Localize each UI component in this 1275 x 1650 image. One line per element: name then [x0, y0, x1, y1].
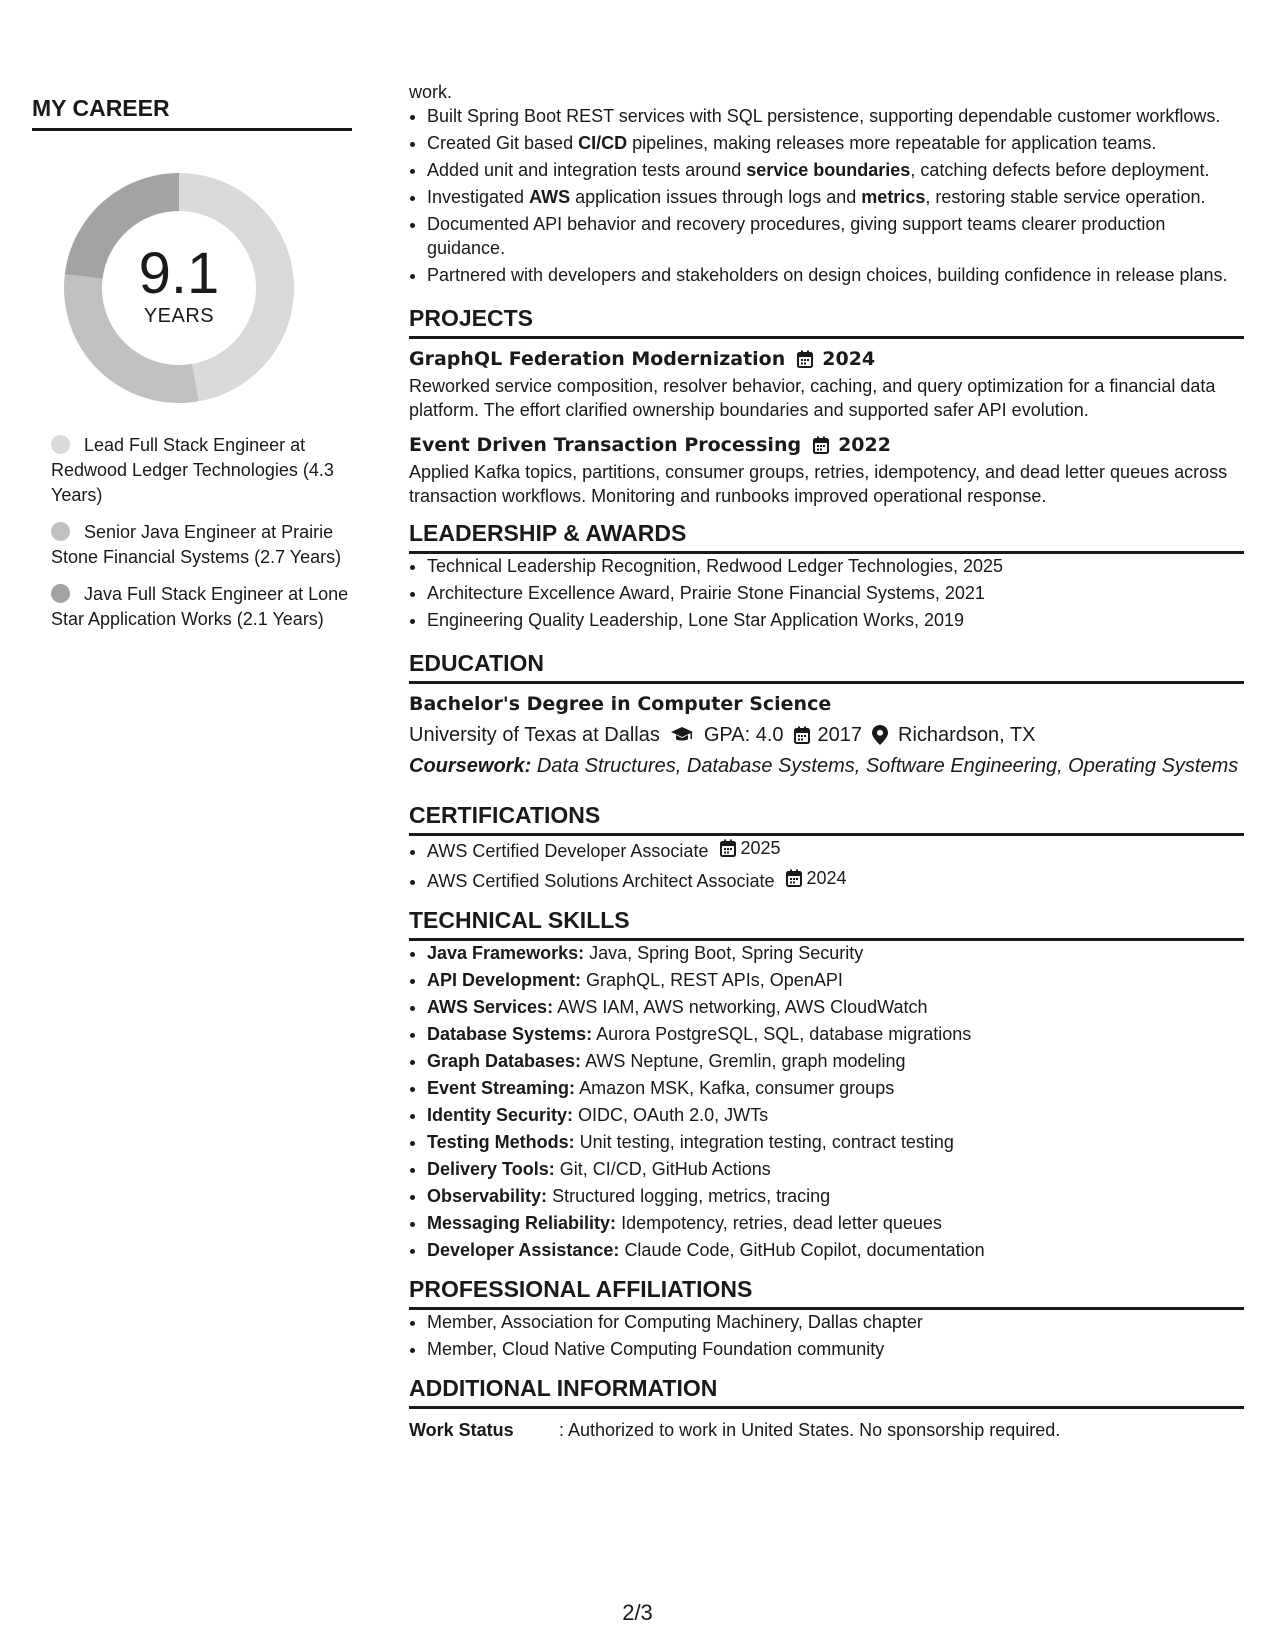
calendar-icon — [786, 869, 802, 887]
skills-title: TECHNICAL SKILLS — [409, 907, 1244, 941]
experience-bullet — [427, 212, 1244, 260]
certification-year-group — [786, 866, 846, 890]
education-location: Richardson, TX — [898, 724, 1036, 746]
skill-values: GraphQL, REST APIs, OpenAPI — [586, 970, 843, 990]
certification-item — [427, 866, 1244, 893]
skill-item — [427, 1130, 1244, 1154]
certification-item — [427, 836, 1244, 863]
skill-values: Claude Code, GitHub Copilot, documentation — [624, 1240, 985, 1260]
bullet-text: Built Spring Boot REST services with SQL persistence, supporting dependable customer workflows. — [427, 106, 1221, 126]
education-school: University of Texas at Dallas — [409, 724, 660, 746]
education-coursework — [409, 752, 1244, 780]
education-title: EDUCATION — [409, 650, 1244, 684]
work-status-label: Work Status — [409, 1420, 514, 1440]
experience-bullet — [427, 263, 1244, 287]
education-degree: Bachelor's Degree in Computer Science — [409, 693, 832, 715]
certification-name: AWS Certified Solutions Architect Associate — [427, 871, 775, 891]
career-legend — [32, 433, 351, 632]
skill-values: Git, CI/CD, GitHub Actions — [559, 1159, 771, 1179]
skill-item — [427, 1157, 1244, 1181]
page-number: 2/3 — [622, 1600, 653, 1625]
skill-item — [427, 1103, 1244, 1127]
skill-values: AWS Neptune, Gremlin, graph modeling — [585, 1051, 906, 1071]
coursework-label: Coursework: — [409, 755, 532, 777]
skill-values: Aurora PostgreSQL, SQL, database migrations — [596, 1024, 972, 1044]
skill-item — [427, 1076, 1244, 1100]
skill-item — [427, 1049, 1244, 1073]
legend-label: Java Full Stack Engineer at Lone Star Application Works (2.1 Years) — [51, 584, 349, 629]
skill-item — [427, 1184, 1244, 1208]
skill-values: Java, Spring Boot, Spring Security — [589, 943, 864, 963]
project-year: 2024 — [822, 348, 876, 370]
skill-category: API Development: — [427, 970, 582, 990]
project-name: GraphQL Federation Modernization — [409, 348, 786, 370]
skills-list — [409, 941, 1244, 1262]
experience-bullets — [409, 104, 1244, 287]
certification-year-group — [720, 836, 780, 860]
experience-intro-tail: work. — [409, 82, 453, 102]
calendar-icon — [720, 839, 736, 857]
skill-category: Event Streaming: — [427, 1078, 576, 1098]
experience-bullet — [427, 131, 1244, 155]
skill-category: Java Frameworks: — [427, 943, 585, 963]
work-status-row — [409, 1418, 1244, 1442]
project-title-row — [409, 434, 1244, 456]
certification-year: 2025 — [740, 838, 781, 858]
bullet-keyword: CI/CD — [578, 133, 628, 153]
bullet-text: pipelines, making releases more repeatable for application teams. — [627, 133, 1157, 153]
affiliations-title: PROFESSIONAL AFFILIATIONS — [409, 1276, 1244, 1310]
legend-dot-icon — [51, 522, 70, 541]
legend-dot-icon — [51, 584, 70, 603]
skill-category: Testing Methods: — [427, 1132, 575, 1152]
skill-item — [427, 1238, 1244, 1262]
skill-item — [427, 941, 1244, 965]
coursework-text: Data Structures, Database Systems, Software Engineering, Operating Systems — [536, 755, 1239, 777]
bullet-keyword: metrics — [861, 187, 926, 207]
career-total-years: 9.1 — [138, 240, 220, 306]
bullet-keyword: service boundaries — [746, 160, 911, 180]
project-year-group — [797, 348, 875, 370]
skill-item — [427, 1022, 1244, 1046]
project-item — [409, 348, 1244, 422]
skill-category: AWS Services: — [427, 997, 554, 1017]
legend-dot-icon — [51, 435, 70, 454]
career-years-unit: YEARS — [143, 304, 215, 327]
bullet-text: Added unit and integration tests around — [427, 160, 747, 180]
skill-category: Observability: — [427, 1186, 548, 1206]
project-item — [409, 434, 1244, 508]
career-donut-chart — [64, 173, 294, 403]
projects-list — [409, 348, 1244, 508]
skill-values: Structured logging, metrics, tracing — [552, 1186, 831, 1206]
work-status-value: : Authorized to work in United States. No sponsorship required. — [559, 1420, 1061, 1440]
legend-label: Lead Full Stack Engineer at Redwood Ledger Technologies (4.3 Years) — [51, 435, 334, 505]
bullet-text: , catching defects before deployment. — [910, 160, 1210, 180]
affiliation-item: • Member, Cloud Native Computing Foundation community — [427, 1337, 1244, 1361]
project-title-row — [409, 348, 1244, 370]
career-legend-item — [51, 433, 351, 508]
education-year: 2017 — [817, 724, 863, 746]
project-year: 2022 — [838, 434, 891, 456]
career-legend-item — [51, 520, 351, 570]
calendar-icon — [813, 436, 829, 454]
education-entry — [409, 693, 1244, 780]
certification-year: 2024 — [806, 868, 847, 888]
skill-values: Amazon MSK, Kafka, consumer groups — [579, 1078, 895, 1098]
skill-item — [427, 968, 1244, 992]
legend-label: Senior Java Engineer at Prairie Stone Financial Systems (2.7 Years) — [51, 522, 342, 567]
project-year-group — [813, 434, 891, 456]
certification-name: AWS Certified Developer Associate — [427, 841, 709, 861]
skill-category: Identity Security: — [427, 1105, 574, 1125]
skill-category: Graph Databases: — [427, 1051, 582, 1071]
bullet-text: Investigated — [427, 187, 530, 207]
affiliation-item: • Member, Association for Computing Machinery, Dallas chapter — [427, 1310, 1244, 1334]
awards-title: LEADERSHIP & AWARDS — [409, 520, 1244, 554]
skill-category: Developer Assistance: — [427, 1240, 620, 1260]
skill-category: Delivery Tools: — [427, 1159, 555, 1179]
calendar-icon — [797, 350, 813, 368]
skill-values: OIDC, OAuth 2.0, JWTs — [578, 1105, 769, 1125]
award-item: • Technical Leadership Recognition, Redwood Ledger Technologies, 2025 — [427, 554, 1244, 578]
award-item: • Architecture Excellence Award, Prairie Stone Financial Systems, 2021 — [427, 581, 1244, 605]
bullet-text: , restoring stable service operation. — [925, 187, 1206, 207]
certifications-title: CERTIFICATIONS — [409, 802, 1244, 836]
main-content — [409, 80, 1244, 1442]
skill-item — [427, 1211, 1244, 1235]
project-name: Event Driven Transaction Processing — [409, 434, 802, 456]
additional-info-title: ADDITIONAL INFORMATION — [409, 1375, 1244, 1409]
experience-bullet — [427, 158, 1244, 182]
location-pin-icon — [872, 725, 888, 745]
skill-category: Messaging Reliability: — [427, 1213, 617, 1233]
graduation-cap-icon — [670, 726, 694, 744]
career-title: MY CAREER — [32, 95, 352, 131]
education-details — [409, 721, 1244, 749]
certifications-list — [409, 836, 1244, 893]
bullet-text: Created Git based — [427, 133, 579, 153]
affiliations-list — [409, 1310, 1244, 1361]
bullet-text: Partnered with developers and stakeholders on design choices, building confidence in release plans. — [427, 265, 1228, 285]
skill-values: Idempotency, retries, dead letter queues — [621, 1213, 942, 1233]
awards-list — [409, 554, 1244, 632]
skill-item — [427, 995, 1244, 1019]
experience-bullet — [427, 104, 1244, 128]
project-description: Applied Kafka topics, partitions, consumer groups, retries, idempotency, and dead letter queues across transaction workflows. Monitoring and runbooks improved operational response. — [409, 462, 1228, 506]
skill-category: Database Systems: — [427, 1024, 593, 1044]
skill-values: Unit testing, integration testing, contract testing — [579, 1132, 954, 1152]
career-sidebar — [32, 95, 352, 644]
project-description: Reworked service composition, resolver behavior, caching, and query optimization for a financial data platform. The effort clarified ownership boundaries and supported safer API evolution. — [409, 376, 1216, 420]
award-item: • Engineering Quality Leadership, Lone Star Application Works, 2019 — [427, 608, 1244, 632]
career-legend-item — [51, 582, 351, 632]
bullet-text: Documented API behavior and recovery procedures, giving support teams clearer production guidance. — [427, 214, 1166, 258]
bullet-keyword: AWS — [529, 187, 571, 207]
education-gpa: GPA: 4.0 — [703, 724, 784, 746]
experience-bullet — [427, 185, 1244, 209]
projects-title: PROJECTS — [409, 305, 1244, 339]
bullet-text: application issues through logs and — [570, 187, 862, 207]
skill-values: AWS IAM, AWS networking, AWS CloudWatch — [557, 997, 928, 1017]
calendar-icon — [794, 726, 810, 744]
